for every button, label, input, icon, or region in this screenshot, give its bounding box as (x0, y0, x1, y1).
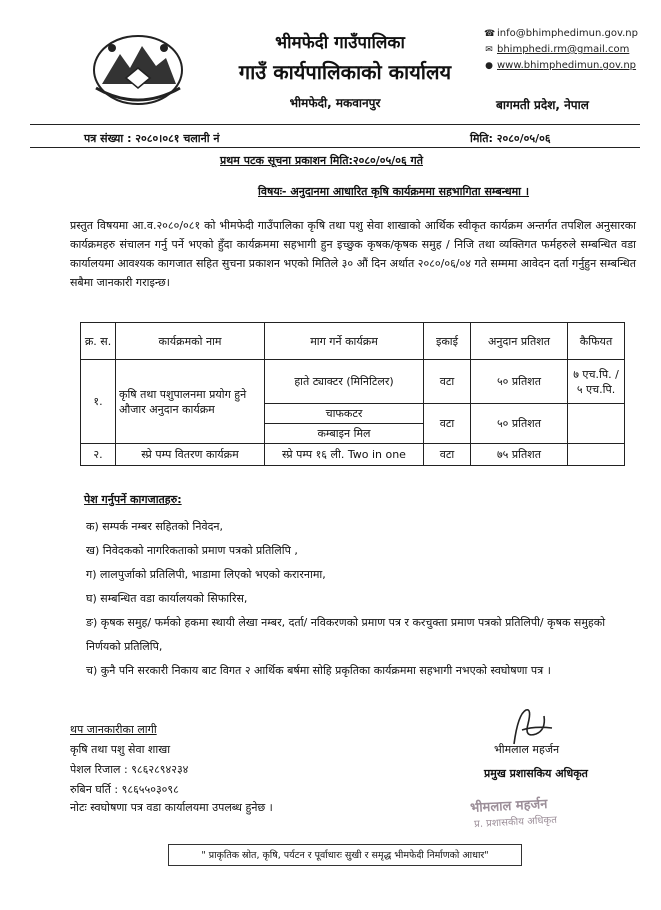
footer-slogan: " प्राकृतिक स्रोत, कृषि, पर्यटन र पूर्वाधारः सुखी र समृद्ध भीमफेदी निर्माणको आधार" (201, 850, 489, 861)
table-header: इकाई (424, 323, 471, 360)
contact-line: पेशल रिजाल : ९८६२८९४२३४ (70, 763, 189, 776)
globe-icon: ● (485, 61, 493, 71)
table-header: माग गर्ने कार्यक्रम (265, 323, 424, 360)
letter-date: मिति: २०८०/०५/०६ (470, 132, 551, 145)
contact-website: ● www.bhimphedimun.gov.np (485, 60, 637, 71)
table-cell: वटा (424, 360, 471, 404)
table-row (81, 444, 625, 466)
table-header-row (81, 323, 625, 360)
contact-email: ☎ info@bhimphedimun.gov.np (484, 28, 638, 39)
signatory-title: प्रमुख प्रशासकिय अधिकृत (484, 767, 588, 780)
list-item: ग) लालपुर्जाको प्रतिलिपी, भाडामा लिएको भएको करारनामा, (86, 568, 326, 581)
emblem-logo (82, 28, 194, 112)
documents-heading: पेश गर्नुपर्ने कागजातहरु: (84, 493, 182, 506)
signatory-name: भीमलाल महर्जन (494, 743, 560, 756)
table-header: कार्यक्रमको नाम (116, 323, 265, 360)
note-line: नोटः स्वघोषणा पत्र वडा कार्यालयमा उपलब्ध हुनेछ । (70, 801, 273, 814)
documents-list (86, 515, 638, 683)
stamp-name: भीमलाल महर्जन (469, 796, 548, 817)
table-cell: कृषि तथा पशुपालनमा प्रयोग हुने औजार अनुदान कार्यक्रम (116, 360, 265, 444)
table-cell: वटा (424, 444, 471, 466)
table-cell (568, 444, 625, 466)
table-cell: ७ एच.पि. / ५ एच.पि. (568, 360, 625, 404)
table-header: क्र. स. (81, 323, 116, 360)
office-address: भीमफेदी, मकवानपुर (289, 96, 381, 110)
contact-gmail: ✉ bhimphedi.rm@gmail.com (485, 44, 630, 55)
table-row (81, 360, 625, 404)
table-cell: चाफकटर (265, 404, 424, 424)
program-table (80, 322, 625, 466)
municipality-name: भीमफेदी गाउँपालिका (275, 33, 405, 53)
table-cell: २. (81, 444, 116, 466)
ref-divider (30, 147, 640, 148)
header-divider (30, 124, 640, 125)
table-cell: हाते ट्याक्टर (मिनिटिलर) (265, 360, 424, 404)
subject-line: विषयः- अनुदानमा आधारित कृषि कार्यक्रममा सहभागिता सम्बन्धमा । (258, 185, 530, 198)
table-cell: ५० प्रतिशत (471, 360, 568, 404)
table-header: कैफियत (568, 323, 625, 360)
mail-icon: ✉ (485, 45, 493, 55)
phone-icon: ☎ (484, 29, 496, 39)
table-header: अनुदान प्रतिशत (471, 323, 568, 360)
table-cell: वटा (424, 404, 471, 444)
table-cell: स्प्रे पम्प वितरण कार्यक्रम (116, 444, 265, 466)
stamp-title: प्र. प्रशासकीय अधिकृत (473, 814, 558, 831)
table-cell: स्प्रे पम्प १६ ली. Two in one (265, 444, 424, 466)
contact-line: कृषि तथा पशु सेवा शाखा (70, 743, 171, 756)
body-paragraph: प्रस्तुत विषयमा आ.व.२०८०/०८१ को भीमफेदी गाउँपालिका कृषि तथा पशु सेवा शाखाको आर्थिक स्वीकृत कार्यक्रम अन्तर्गत तपशिल अनुसारका कार्यक्रमहरु संचालन गर्नु पर्ने भएको हुँदा कार्यक्रममा सहभागी हुन इच्छुक कृषक/कृषक समुह / निजि तथा व्यक्तिगत फर्महरुले सम्बन्धित वडा कार्यालयमा आवश्यक कागजात सहित सुचना प्रकाशन भएको मितिले ३० औं दिन अर्थात २०८०/०६/०४ गते सम्ममा आवेदन दर्ता गर्नुहुन सम्बन्धित सबैमा जानकारी गराइन्छ। (70, 219, 636, 289)
contact-line: रुबिन घर्ति : ९८६५५०३०९८ (70, 783, 179, 796)
table-cell: ५० प्रतिशत (471, 404, 568, 444)
table-cell (568, 404, 625, 444)
office-name: गाउँ कार्यपालिकाको कार्यालय (238, 60, 452, 84)
table-cell: ७५ प्रतिशत (471, 444, 568, 466)
list-item: च) कुनै पनि सरकारी निकाय बाट विगत २ आर्थिक बर्षमा सोहि प्रकृतिका कार्यक्रममा सहभागी नभएको स्वघोषणा पत्र । (86, 664, 551, 677)
reference-number: पत्र संख्या : २०८०।०८१ चलानी नं (84, 132, 220, 145)
list-item: क) सम्पर्क नम्बर सहितको निवेदन, (86, 520, 224, 533)
notice-line: प्रथम पटक सूचना प्रकाशन मिति:२०८०/०५/०६ गते (220, 154, 423, 167)
list-item: घ) सम्बन्धित वडा कार्यालयको सिफारिस, (86, 592, 248, 605)
table-cell: १. (81, 360, 116, 444)
contact-heading: थप जानकारीका लागी (70, 723, 157, 736)
list-item: ख) निवेदकको नागरिकताको प्रमाण पत्रको प्रतिलिपि , (86, 544, 298, 557)
list-item: ङ) कृषक समुह/ फर्मको हकमा स्थायी लेखा नम्बर, दर्ता/ नविकरणको प्रमाण पत्र र करचुक्ता प्रमाण पत्रको प्रतिलिपी/ कृषक समुहको निर्णयको प्रतिलिपि, (86, 616, 606, 653)
table-cell: कम्बाइन मिल (265, 424, 424, 444)
province-name: बागमती प्रदेश, नेपाल (496, 98, 589, 112)
